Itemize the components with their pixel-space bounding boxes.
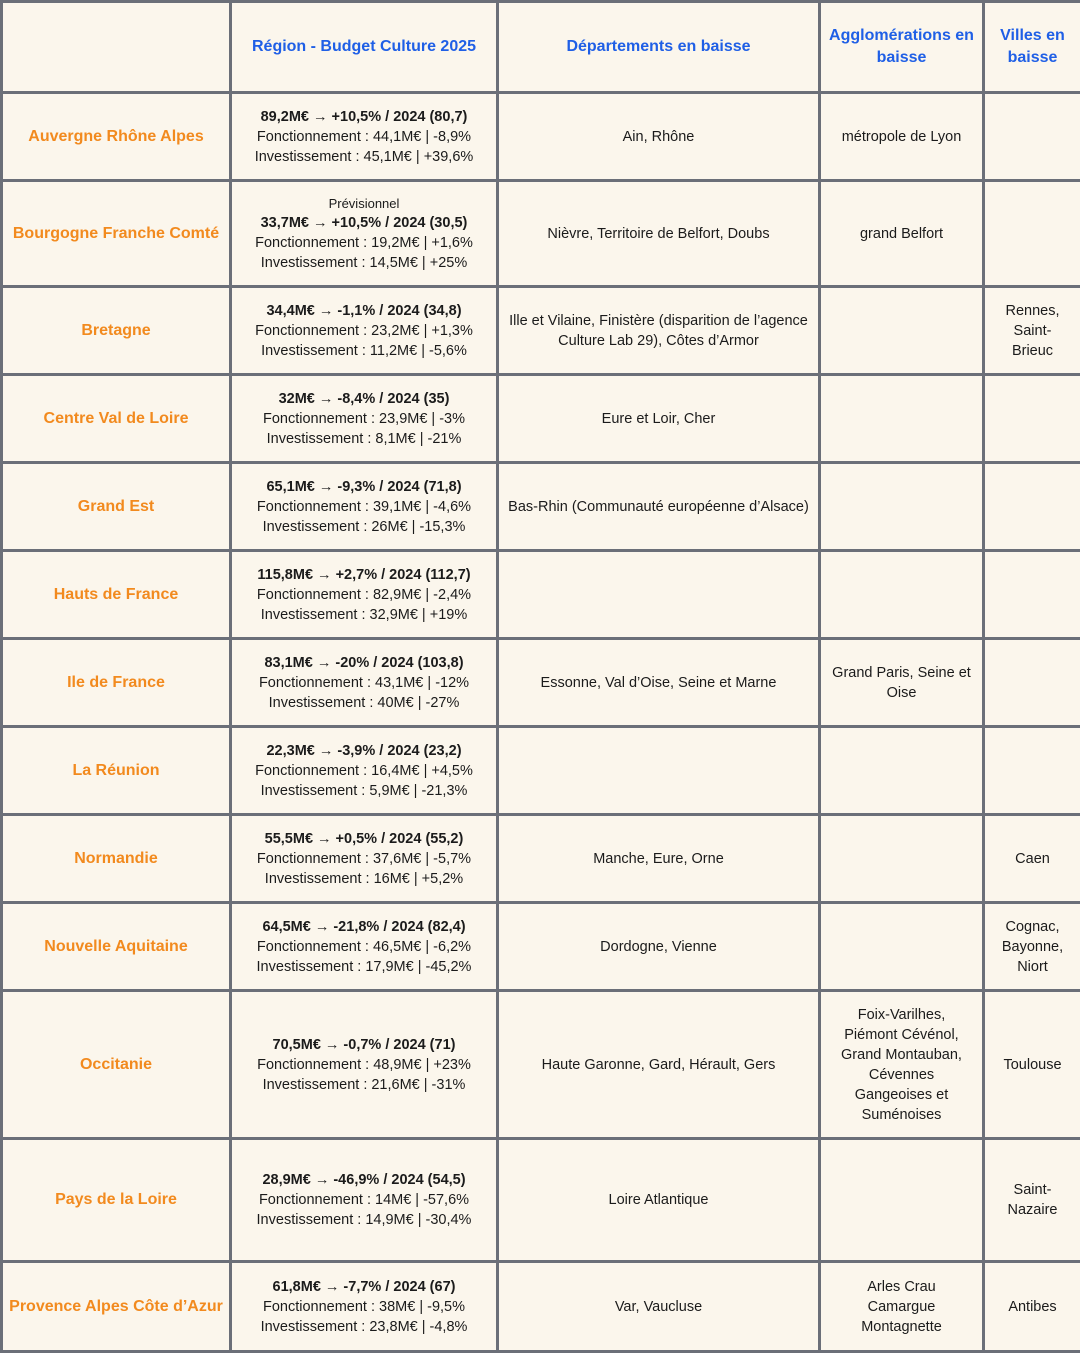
region-name: Pays de la Loire [2, 1139, 231, 1262]
agglomerations-cell: grand Belfort [820, 181, 984, 287]
budget-fonctionnement: Fonctionnement : 23,9M€ | -3% [236, 409, 492, 429]
villes-cell: Antibes [984, 1262, 1080, 1352]
budget-fonctionnement: Fonctionnement : 38M€ | -9,5% [236, 1297, 492, 1317]
budget-investissement: Investissement : 26M€ | -15,3% [236, 517, 492, 537]
budget-forecast-label: Prévisionnel [236, 195, 492, 213]
header-agglomerations: Agglomérations en baisse [820, 2, 984, 93]
budget-total: 34,4M€ → -1,1% / 2024 (34,8) [236, 301, 492, 321]
budget-investissement: Investissement : 40M€ | -27% [236, 693, 492, 713]
budget-total: 65,1M€ → -9,3% / 2024 (71,8) [236, 477, 492, 497]
table-row [2, 903, 1080, 991]
budget-investissement: Investissement : 17,9M€ | -45,2% [236, 957, 492, 977]
budget-total: 83,1M€ → -20% / 2024 (103,8) [236, 653, 492, 673]
departements-cell: Essonne, Val d’Oise, Seine et Marne [498, 639, 820, 727]
budget-fonctionnement: Fonctionnement : 14M€ | -57,6% [236, 1190, 492, 1210]
header-row [2, 2, 1080, 93]
departements-cell [498, 727, 820, 815]
villes-cell: Caen [984, 815, 1080, 903]
departements-cell: Eure et Loir, Cher [498, 375, 820, 463]
villes-cell [984, 463, 1080, 551]
budget-investissement: Investissement : 16M€ | +5,2% [236, 869, 492, 889]
budget-cell [231, 1139, 498, 1262]
budget-cell [231, 93, 498, 181]
budget-fonctionnement: Fonctionnement : 82,9M€ | -2,4% [236, 585, 492, 605]
region-name: Bourgogne Franche Comté [2, 181, 231, 287]
budget-fonctionnement: Fonctionnement : 44,1M€ | -8,9% [236, 127, 492, 147]
budget-total: 28,9M€ → -46,9% / 2024 (54,5) [236, 1170, 492, 1190]
villes-cell: Cognac, Bayonne, Niort [984, 903, 1080, 991]
table-row [2, 639, 1080, 727]
budget-fonctionnement: Fonctionnement : 46,5M€ | -6,2% [236, 937, 492, 957]
villes-cell [984, 727, 1080, 815]
departements-cell: Manche, Eure, Orne [498, 815, 820, 903]
budget-total: 32M€ → -8,4% / 2024 (35) [236, 389, 492, 409]
budget-cell [231, 815, 498, 903]
villes-cell [984, 93, 1080, 181]
budget-cell [231, 991, 498, 1139]
budget-cell [231, 727, 498, 815]
agglomerations-cell: Foix-Varilhes, Piémont Cévénol, Grand Montauban, Cévennes Gangeoises et Suménoises [820, 991, 984, 1139]
region-name: Normandie [2, 815, 231, 903]
departements-cell: Nièvre, Territoire de Belfort, Doubs [498, 181, 820, 287]
header-villes: Villes en baisse [984, 2, 1080, 93]
departements-cell [498, 551, 820, 639]
table-row [2, 463, 1080, 551]
departements-cell: Var, Vaucluse [498, 1262, 820, 1352]
region-name: Bretagne [2, 287, 231, 375]
budget-total: 61,8M€ → -7,7% / 2024 (67) [236, 1277, 492, 1297]
budget-investissement: Investissement : 45,1M€ | +39,6% [236, 147, 492, 167]
budget-investissement: Investissement : 14,5M€ | +25% [236, 253, 492, 273]
region-name: Ile de France [2, 639, 231, 727]
table-row [2, 375, 1080, 463]
departements-cell: Ille et Vilaine, Finistère (disparition de l’agence Culture Lab 29), Côtes d’Armor [498, 287, 820, 375]
budget-cell [231, 287, 498, 375]
departements-cell: Ain, Rhône [498, 93, 820, 181]
villes-cell [984, 375, 1080, 463]
budget-total: 89,2M€ → +10,5% / 2024 (80,7) [236, 107, 492, 127]
region-name: La Réunion [2, 727, 231, 815]
table-row [2, 727, 1080, 815]
villes-cell: Saint- Nazaire [984, 1139, 1080, 1262]
table-row [2, 287, 1080, 375]
budget-investissement: Investissement : 14,9M€ | -30,4% [236, 1210, 492, 1230]
budget-investissement: Investissement : 11,2M€ | -5,6% [236, 341, 492, 361]
table-row [2, 181, 1080, 287]
agglomerations-cell [820, 815, 984, 903]
budget-cell [231, 375, 498, 463]
budget-cell [231, 463, 498, 551]
agglomerations-cell [820, 727, 984, 815]
departements-cell: Haute Garonne, Gard, Hérault, Gers [498, 991, 820, 1139]
budget-fonctionnement: Fonctionnement : 37,6M€ | -5,7% [236, 849, 492, 869]
budget-total: 22,3M€ → -3,9% / 2024 (23,2) [236, 741, 492, 761]
budget-total: 70,5M€ → -0,7% / 2024 (71) [236, 1035, 492, 1055]
budget-fonctionnement: Fonctionnement : 16,4M€ | +4,5% [236, 761, 492, 781]
table-row [2, 1262, 1080, 1352]
region-name: Hauts de France [2, 551, 231, 639]
region-name: Grand Est [2, 463, 231, 551]
agglomerations-cell: Arles Crau Camargue Montagnette [820, 1262, 984, 1352]
agglomerations-cell [820, 903, 984, 991]
budget-cell [231, 181, 498, 287]
table-row [2, 1139, 1080, 1262]
villes-cell [984, 551, 1080, 639]
departements-cell: Dordogne, Vienne [498, 903, 820, 991]
departements-cell: Loire Atlantique [498, 1139, 820, 1262]
budget-cell [231, 903, 498, 991]
header-departements: Départements en baisse [498, 2, 820, 93]
budget-investissement: Investissement : 23,8M€ | -4,8% [236, 1317, 492, 1337]
agglomerations-cell: métropole de Lyon [820, 93, 984, 181]
villes-cell: Rennes, Saint- Brieuc [984, 287, 1080, 375]
agglomerations-cell [820, 375, 984, 463]
budget-investissement: Investissement : 8,1M€ | -21% [236, 429, 492, 449]
budget-cell [231, 551, 498, 639]
budget-investissement: Investissement : 5,9M€ | -21,3% [236, 781, 492, 801]
table-row [2, 991, 1080, 1139]
budget-investissement: Investissement : 32,9M€ | +19% [236, 605, 492, 625]
budget-investissement: Investissement : 21,6M€ | -31% [236, 1075, 492, 1095]
agglomerations-cell [820, 463, 984, 551]
villes-cell [984, 181, 1080, 287]
region-name: Auvergne Rhône Alpes [2, 93, 231, 181]
table-row [2, 815, 1080, 903]
table-row [2, 93, 1080, 181]
budget-fonctionnement: Fonctionnement : 23,2M€ | +1,3% [236, 321, 492, 341]
departements-cell: Bas-Rhin (Communauté européenne d’Alsace) [498, 463, 820, 551]
budget-total: 33,7M€ → +10,5% / 2024 (30,5) [236, 213, 492, 233]
budget-cell [231, 639, 498, 727]
budget-fonctionnement: Fonctionnement : 48,9M€ | +23% [236, 1055, 492, 1075]
agglomerations-cell [820, 287, 984, 375]
villes-cell: Toulouse [984, 991, 1080, 1139]
budget-total: 55,5M€ → +0,5% / 2024 (55,2) [236, 829, 492, 849]
villes-cell [984, 639, 1080, 727]
region-name: Occitanie [2, 991, 231, 1139]
agglomerations-cell: Grand Paris, Seine et Oise [820, 639, 984, 727]
budget-total: 115,8M€ → +2,7% / 2024 (112,7) [236, 565, 492, 585]
header-blank [2, 2, 231, 93]
region-name: Centre Val de Loire [2, 375, 231, 463]
budget-total: 64,5M€ → -21,8% / 2024 (82,4) [236, 917, 492, 937]
budget-cell [231, 1262, 498, 1352]
table-row [2, 551, 1080, 639]
header-region-budget: Région - Budget Culture 2025 [231, 2, 498, 93]
budget-fonctionnement: Fonctionnement : 43,1M€ | -12% [236, 673, 492, 693]
region-name: Nouvelle Aquitaine [2, 903, 231, 991]
region-name: Provence Alpes Côte d’Azur [2, 1262, 231, 1352]
agglomerations-cell [820, 551, 984, 639]
agglomerations-cell [820, 1139, 984, 1262]
budget-fonctionnement: Fonctionnement : 39,1M€ | -4,6% [236, 497, 492, 517]
budget-fonctionnement: Fonctionnement : 19,2M€ | +1,6% [236, 233, 492, 253]
